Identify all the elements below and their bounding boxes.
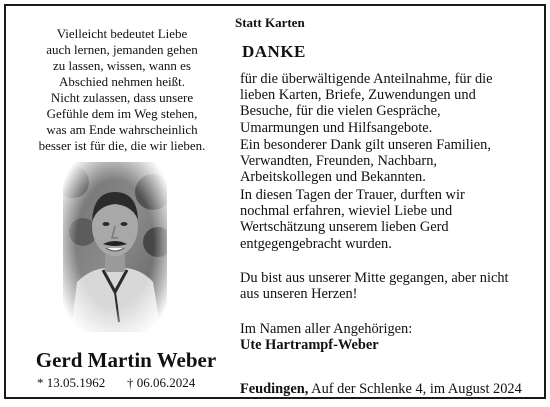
text-line: Umarmungen und Hilfsangebote. <box>240 119 433 136</box>
text-line: nochmal erfahren, wieviel Liebe und <box>240 203 453 220</box>
poem-line: was am Ende wahrscheinlich <box>46 122 198 137</box>
text-line: Arbeitskollegen und Bekannten. <box>240 169 426 186</box>
paragraph-special-thanks <box>240 137 540 186</box>
message-title: DANKE <box>242 42 306 61</box>
poem-line: Vielleicht bedeutet Liebe <box>56 26 188 41</box>
portrait-photo <box>63 162 167 332</box>
death-date: † 06.06.2024 <box>127 375 196 390</box>
footer-place-date <box>240 381 522 398</box>
text-line: für die überwältigende Anteilnahme, für die <box>240 71 493 87</box>
footer-address-date: Auf der Schlenke 4, im August 2024 <box>308 381 522 397</box>
poem-line: zu lassen, wissen, wann es <box>53 58 191 73</box>
paragraph-gratitude <box>240 71 540 136</box>
text-line: Du bist aus unserer Mitte gegangen, aber nicht <box>240 270 509 286</box>
signer-name: Ute Hartrampf-Weber <box>240 337 379 354</box>
poem-line: besser ist für die, die wir lieben. <box>38 138 206 153</box>
signature-block <box>240 321 540 353</box>
text-line: Wertschätzung unserem lieben Gerd <box>240 219 449 236</box>
paragraph-farewell <box>240 270 540 302</box>
text-line: Besuche, für die vielen Gespräche, <box>240 103 441 120</box>
text-line: Ein besonderer Dank gilt unseren Familien, <box>240 137 491 153</box>
poem <box>22 26 222 154</box>
header-label: Statt Karten <box>235 15 305 30</box>
poem-line: Nicht zulassen, dass unsere <box>50 90 194 105</box>
text-line: aus unseren Herzen! <box>240 286 358 303</box>
footer-place: Feudingen, <box>240 381 309 397</box>
birth-date: * 13.05.1962 <box>37 375 106 390</box>
poem-line: auch lernen, jemanden gehen <box>46 42 198 57</box>
text-line: lieben Karten, Briefe, Zuwendungen und <box>240 87 476 104</box>
text-line: In diesen Tagen der Trauer, durften wir <box>240 187 465 203</box>
obituary-card <box>4 4 546 399</box>
poem-line: Abschied nehmen heißt. <box>59 74 185 89</box>
text-line: Verwandten, Freunden, Nachbarn, <box>240 153 437 170</box>
text-line: entgegengebracht wurden. <box>240 235 392 252</box>
poem-line: Gefühle dem im Weg stehen, <box>46 106 198 121</box>
closing-line: Im Namen aller Angehörigen: <box>240 321 413 337</box>
deceased-name: Gerd Martin Weber <box>35 348 217 372</box>
paragraph-mourning <box>240 187 540 252</box>
